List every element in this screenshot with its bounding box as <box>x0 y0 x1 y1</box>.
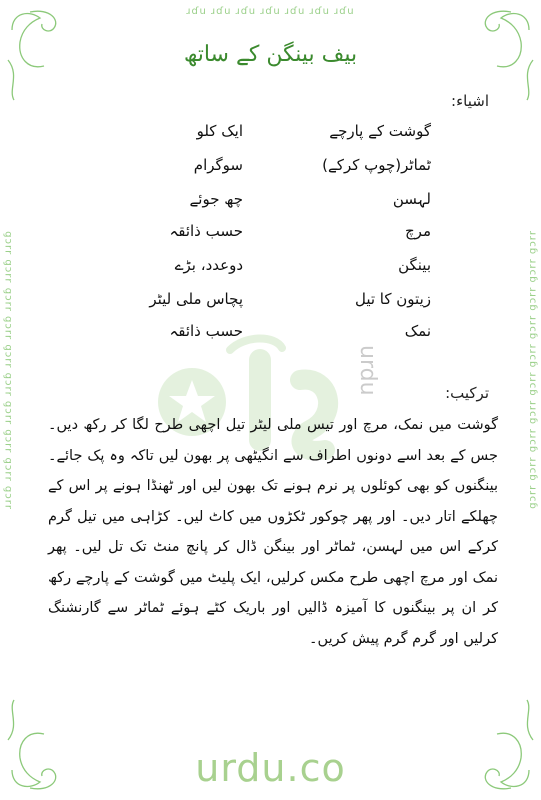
ingredient-name: ٹماٹر(چوپ کرکے) <box>322 156 431 174</box>
border-top-text: ɹɗu ɹɗu ɹɗu ɹɗu ɹɗu ɹɗu ɹɗu <box>186 6 355 17</box>
ingredient-row <box>0 156 541 180</box>
border-right-text: ɹɹcɓ ɹɹcɓ ɹɹcɓ ɹɹcɓ ɹɹcɓ ɹɹcɓ ɹɹcɓ ɹɹcɓ ɹɹcɓ ɹɹcɓ <box>527 230 538 510</box>
border-left-text: ɹɹcɓ ɹɹcɓ ɹɹcɓ ɹɹcɓ ɹɹcɓ ɹɹcɓ ɹɹcɓ ɹɹcɓ ɹɹcɓ ɹɹcɓ <box>3 230 14 510</box>
ingredient-quantity: حسب ذائقہ <box>169 322 243 340</box>
ingredient-name: مرچ <box>405 222 431 240</box>
ingredient-quantity: چھ جوئے <box>189 190 243 208</box>
method-paragraph: گوشت میں نمک، مرچ اور تیس ملی لیٹر تیل اچھی طرح لگا کر رکھ دیں۔ جس کے بعد اسے دونوں اطراف سے انگیٹھی پر بھون لیں تاکہ وہ پک جائے۔ بینگنوں کو بھی کوئلوں پر نرم ہونے تک بھون لیں اور ٹھنڈا ہونے پر اس کے چھلکے اتار دیں۔ اور پھر چوکور ٹکڑوں میں کاٹ لیں۔ کڑاہی میں تیل گرم کرکے اس میں لہسن، ٹماٹر اور بینگن ڈال کر پانچ منٹ تک تل لیں۔ پھر نمک اور مرچ اچھی طرح مکس کرلیں، ایک پلیٹ میں گوشت کے پارچے رکھ کر ان پر بینگنوں کا آمیزہ ڈالیں اور باریک کٹے ہوئے ٹماٹر سے گارنشنگ کرلیں اور گرم گرم پیش کریں۔ <box>48 417 498 647</box>
ingredient-name: بینگن <box>398 256 431 274</box>
recipe-title: بیف بینگن کے ساتھ <box>183 42 358 67</box>
ingredient-row <box>0 256 541 280</box>
footer-logo[interactable]: urdu.co <box>195 746 346 790</box>
ingredient-quantity: پچاس ملی لیٹر <box>149 290 243 308</box>
ingredient-name: لہسن <box>392 190 431 208</box>
ingredient-quantity: حسب ذائقہ <box>169 222 243 240</box>
ingredient-name: نمک <box>404 322 431 340</box>
ingredient-name: گوشت کے پارچے <box>329 122 431 140</box>
ingredient-row <box>0 122 541 146</box>
ingredient-row <box>0 190 541 214</box>
ingredient-quantity: دوعدد، بڑے <box>174 256 243 274</box>
ingredient-quantity: ایک کلو <box>196 122 243 140</box>
watermark-text: urdu <box>355 345 380 396</box>
ingredient-name: زیتون کا تیل <box>354 290 431 308</box>
ingredient-row <box>0 222 541 246</box>
method-heading: ترکیب: <box>445 384 489 402</box>
ingredient-quantity: سوگرام <box>193 156 243 174</box>
ingredients-heading: اشیاء: <box>451 92 489 110</box>
ingredient-row <box>0 290 541 314</box>
